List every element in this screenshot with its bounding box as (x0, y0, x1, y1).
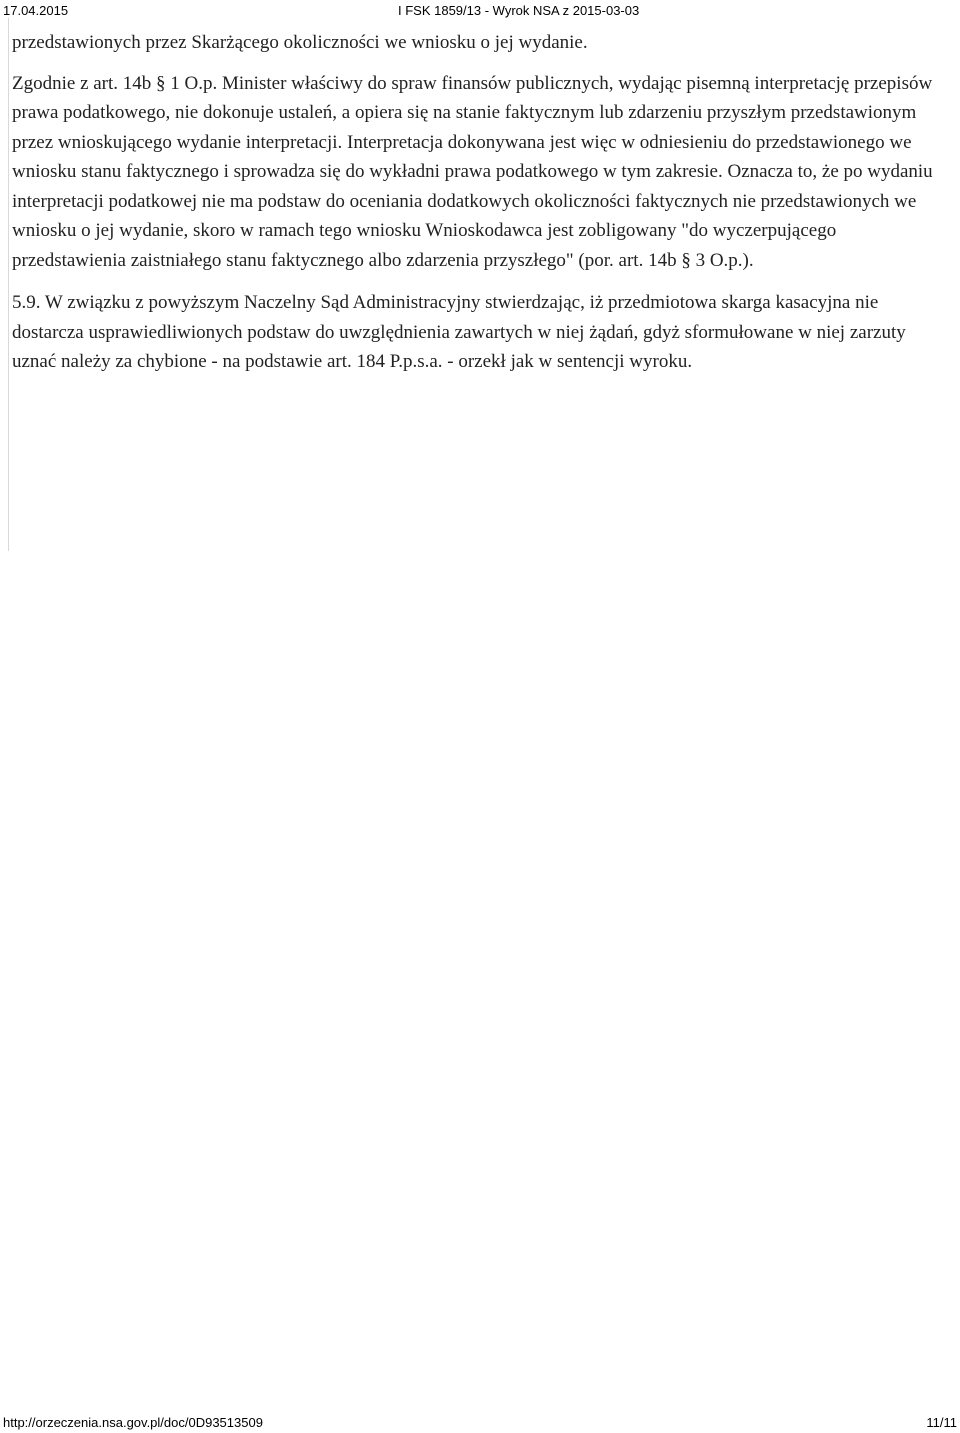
judgment-body (12, 28, 947, 390)
print-footer (0, 1413, 960, 1433)
source-url[interactable]: http://orzeczenia.nsa.gov.pl/doc/0D93513509 (3, 1415, 263, 1430)
paragraph-continuation: przedstawionych przez Skarżącego okoliczności we wniosku o jej wydanie. (12, 32, 588, 53)
paragraph-5-9: 5.9. W związku z powyższym Naczelny Sąd Administracyjny stwierdzając, iż przedmiotowa skarga kasacyjna nie dostarcza usprawiedliwionych podstaw do uwzględnienia zawartych w niej żądań, gdyż sformułowane w niej zarzuty uznać należy za chybione - na podstawie art. 184 P.p.s.a. - orzekł jak w sentencji wyroku. (12, 292, 906, 372)
page-number: 11/11 (926, 1415, 957, 1430)
document-title: I FSK 1859/13 - Wyrok NSA z 2015-03-03 (398, 3, 640, 18)
print-date: 17.04.2015 (3, 3, 69, 18)
left-border-rule (8, 18, 9, 551)
print-header (0, 0, 960, 20)
paragraph-art-14b: Zgodnie z art. 14b § 1 O.p. Minister właściwy do spraw finansów publicznych, wydając pisemną interpretację przepisów prawa podatkowego, nie dokonuje ustaleń, a opiera się na stanie faktycznym lub zdarzeniu przyszłym przedstawionym przez wnioskującego wydanie interpretacji. Interpretacja dokonywana jest więc w odniesieniu do przedstawionego we wniosku stanu faktycznego i sprowadza się do wykładni prawa podatkowego w tym zakresie. Oznacza to, że po wydaniu interpretacji podatkowej nie ma podstaw do oceniania dodatkowych okoliczności faktycznych nie przedstawionych we wniosku o jej wydanie, skoro w ramach tego wniosku Wnioskodawca jest zobligowany "do wyczerpującego przedstawienia zaistniałego stanu faktycznego albo zdarzenia przyszłego" (por. art. 14b § 3 O.p.). (12, 72, 933, 271)
